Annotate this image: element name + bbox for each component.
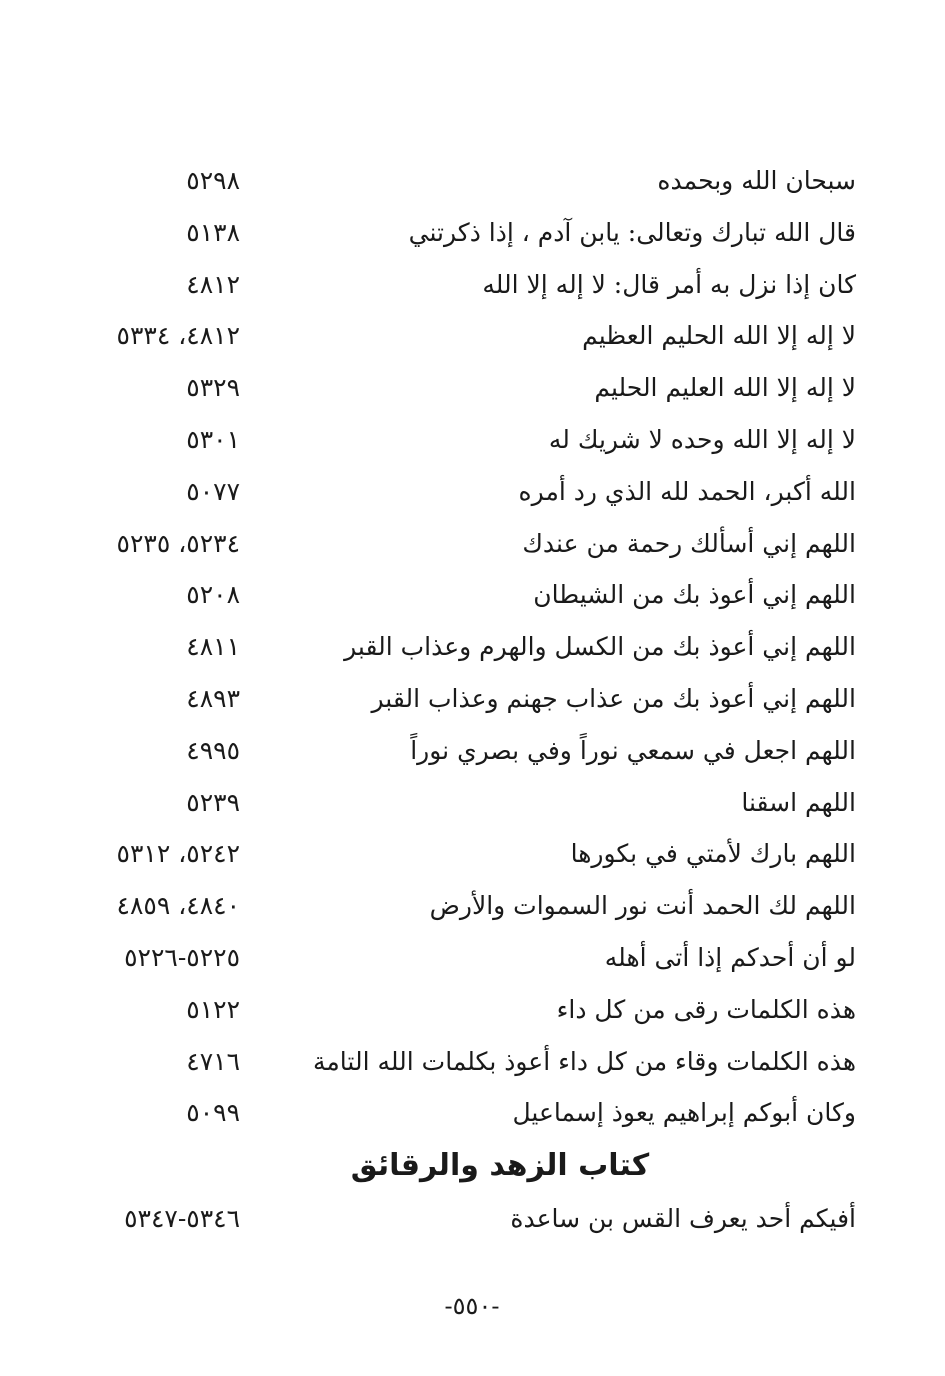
entry-text: لا إله إلا الله وحده لا شريك له <box>548 424 856 454</box>
entry-refs: ٥٠٧٧ <box>186 476 240 506</box>
index-list <box>70 158 860 1142</box>
entry-refs: ٥٢٠٨ <box>186 580 240 610</box>
entry-refs: ٥٢٣٤، ٥٢٣٥ <box>116 528 240 558</box>
index-row <box>70 780 860 832</box>
entry-text: اللهم إني أسألك رحمة من عندك <box>522 528 856 558</box>
entry-text: أفيكم أحد يعرف القس بن ساعدة <box>510 1204 856 1233</box>
entry-text: لا إله إلا الله الحليم العظيم <box>582 321 856 351</box>
index-row <box>70 210 860 262</box>
entry-refs: ٤٨٩٣ <box>186 683 240 713</box>
entry-refs: ٥١٣٨ <box>186 217 240 247</box>
entry-text: قال الله تبارك وتعالى: يابن آدم ، إذا ذكرتني <box>408 217 856 247</box>
index-row <box>70 417 860 469</box>
entry-text: لا إله إلا الله العليم الحليم <box>594 373 856 403</box>
entry-refs: ٥٢٣٩ <box>186 787 240 817</box>
entry-text: وكان أبوكم إبراهيم يعوذ إسماعيل <box>512 1098 856 1128</box>
entry-refs: ٥٢٢٥-٥٢٢٦ <box>124 942 240 972</box>
entry-text: سبحان الله وبحمده <box>657 166 856 195</box>
index-row <box>70 987 860 1039</box>
entry-text: لو أن أحدكم إذا أتى أهله <box>604 942 856 972</box>
entry-refs: ٤٨١١ <box>186 632 240 662</box>
page-number: -٥٥٠- <box>444 1292 500 1320</box>
index-row <box>70 728 860 780</box>
index-row <box>70 831 860 883</box>
entry-refs: ٥٣٤٦-٥٣٤٧ <box>124 1204 240 1233</box>
entry-text: كان إذا نزل به أمر قال: لا إله إلا الله <box>482 269 856 299</box>
entry-refs: ٥٢٤٢، ٥٣١٢ <box>116 839 240 869</box>
entry-text: هذه الكلمات رقى من كل داء <box>556 994 856 1024</box>
entry-text: اللهم لك الحمد أنت نور السموات والأرض <box>429 891 856 921</box>
index-row <box>70 365 860 417</box>
index-row <box>70 624 860 676</box>
entry-refs: ٥٢٩٨ <box>186 166 240 195</box>
index-row <box>70 262 860 314</box>
entry-refs: ٤٩٩٥ <box>186 735 240 765</box>
entry-refs: ٤٨١٢ <box>186 269 240 299</box>
entry-refs: ٤٨١٢، ٥٣٣٤ <box>116 321 240 351</box>
entry-text: اللهم اجعل في سمعي نوراً وفي بصري نوراً <box>410 735 856 765</box>
entry-text: اللهم إني أعوذ بك من الكسل والهرم وعذاب القبر <box>344 632 856 662</box>
index-row <box>70 1039 860 1091</box>
section-heading: كتاب الزهد والرقائق <box>350 1148 650 1183</box>
index-row <box>70 158 860 210</box>
entry-text: اللهم إني أعوذ بك من الشيطان <box>533 580 856 610</box>
index-row <box>70 935 860 987</box>
index-row <box>70 883 860 935</box>
entry-text: هذه الكلمات وقاء من كل داء أعوذ بكلمات الله التامة <box>313 1046 856 1076</box>
entry-refs: ٥٠٩٩ <box>186 1098 240 1128</box>
entry-refs: ٤٨٤٠، ٤٨٥٩ <box>116 891 240 921</box>
entry-refs: ٤٧١٦ <box>186 1046 240 1076</box>
index-row <box>70 1090 860 1142</box>
index-row <box>70 521 860 573</box>
entry-refs: ٥٣٢٩ <box>186 373 240 403</box>
entry-text: اللهم بارك لأمتي في بكورها <box>570 839 856 869</box>
entry-text: اللهم اسقنا <box>741 787 856 817</box>
entry-text: الله أكبر، الحمد لله الذي رد أمره <box>518 476 856 506</box>
index-row <box>70 1200 860 1252</box>
entry-text: اللهم إني أعوذ بك من عذاب جهنم وعذاب القبر <box>371 683 856 713</box>
entry-refs: ٥١٢٢ <box>186 994 240 1024</box>
index-row <box>70 572 860 624</box>
entry-refs: ٥٣٠١ <box>186 424 240 454</box>
index-row <box>70 313 860 365</box>
index-row <box>70 676 860 728</box>
index-row <box>70 469 860 521</box>
